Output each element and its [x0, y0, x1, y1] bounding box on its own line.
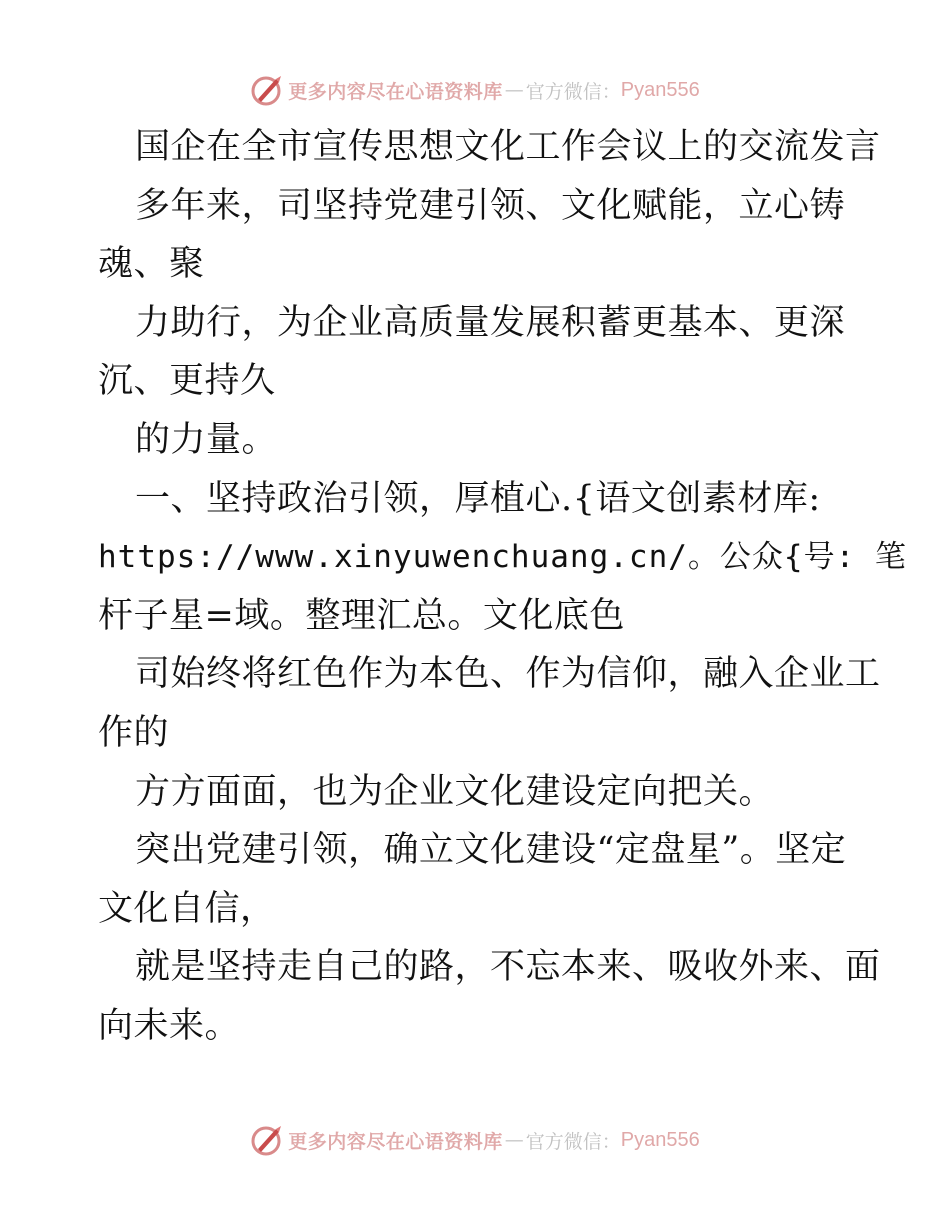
document-title: 国企在全市宣传思想文化工作会议上的交流发言: [135, 127, 881, 167]
watermark-wechat-label: 官方微信：: [525, 80, 621, 103]
watermark-wechat-id: Pyan556: [620, 1128, 700, 1151]
watermark-dash: —: [504, 1129, 524, 1151]
text-line: 的力量。: [135, 419, 278, 460]
text-line: 文化自信，: [98, 888, 276, 929]
text-line: 向未来。: [98, 1005, 241, 1046]
text-line: 方方面面，也为企业文化建设定向把关。: [135, 771, 775, 812]
text-line: 杆子星=域。整理汇总。文化底色: [98, 595, 625, 636]
watermark-dash: —: [504, 79, 524, 101]
url-line: https://www.xinyuwenchuang.cn/。公众{号: 笔: [98, 539, 907, 576]
text-line: 司始终将红色作为本色、作为信仰，融入企业工: [135, 654, 881, 695]
text-line: 多年来，司坚持党建引领、文化赋能，立心铸: [135, 185, 846, 226]
header-watermark: [0, 70, 950, 110]
watermark-wechat-label: 官方微信：: [525, 1130, 621, 1153]
footer-watermark: [0, 1120, 950, 1160]
text-line: 就是坚持走自己的路，不忘本来、吸收外来、面: [135, 947, 881, 988]
document-body: [98, 118, 907, 1056]
text-line: 力助行，为企业高质量发展积蓄更基本、更深: [135, 302, 846, 343]
section-heading-line: 一、坚持政治引领，厚植心.{语文创素材库:: [135, 478, 821, 519]
watermark-site-text: 更多内容尽在心语资料库: [288, 80, 503, 103]
text-line: 魂、聚: [98, 244, 205, 285]
text-line: 作的: [98, 712, 170, 753]
watermark-wechat-id: Pyan556: [620, 78, 700, 101]
text-line: 突出党建引领，确立文化建设“定盘星”。坚定: [135, 830, 847, 871]
text-line: 沉、更持久: [98, 361, 276, 402]
watermark-site-text: 更多内容尽在心语资料库: [288, 1130, 503, 1153]
quill-pen-logo-icon: [250, 1123, 284, 1157]
quill-pen-logo-icon: [250, 73, 284, 107]
